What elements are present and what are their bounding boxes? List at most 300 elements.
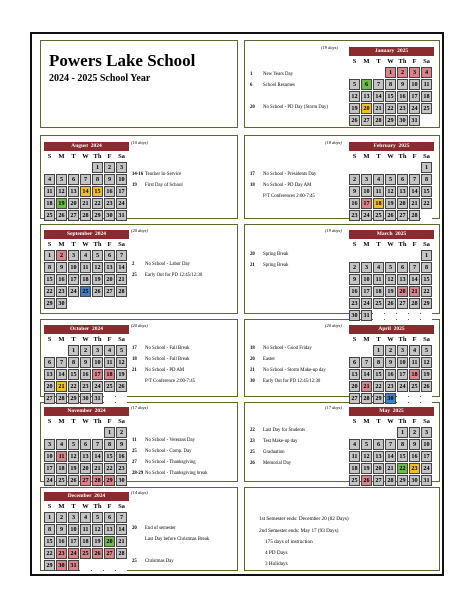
days-count-label: (14 days): [131, 490, 148, 495]
month-grid-sep: [43, 239, 128, 310]
day-cell: 6: [68, 174, 79, 185]
weekday-header: M: [56, 417, 67, 426]
empty-day-cell: [80, 427, 91, 438]
event-text: No School - Storm Make-up day: [263, 368, 326, 373]
empty-day-cell: [56, 162, 67, 173]
empty-day-cell: [397, 250, 408, 261]
empty-day-cell: [104, 393, 115, 404]
day-cell: 6: [44, 357, 55, 368]
day-cell: 11: [409, 357, 420, 368]
day-cell: 6: [361, 79, 372, 90]
event-text: Last Day before Christmas Break: [145, 537, 210, 542]
day-cell: 3: [409, 67, 420, 78]
day-cell: 25: [80, 548, 91, 559]
day-cell: 24: [92, 381, 103, 392]
event-date: 19: [132, 183, 137, 188]
event-text: Early Out for PD 12:45/12:30: [263, 379, 321, 384]
event-text: P/T Conference 2:00-7:45: [145, 379, 196, 384]
weekday-header: Sa: [421, 335, 432, 344]
day-cell: 3: [68, 512, 79, 523]
month-name: January: [374, 48, 395, 54]
day-cell: 3: [361, 174, 372, 185]
month-year: 2025: [393, 326, 405, 332]
day-cell: 24: [361, 298, 372, 309]
empty-day-cell: [80, 298, 91, 309]
empty-day-cell: [385, 427, 396, 438]
holidays: 3 Holidays: [265, 561, 288, 567]
day-cell: 14: [80, 186, 91, 197]
month-name: April: [378, 326, 391, 332]
weekday-header: Th: [398, 418, 407, 425]
month-year: 2025: [397, 48, 409, 54]
day-cell: 27: [373, 475, 384, 486]
month-header-dec: [44, 492, 129, 501]
event-date: 21: [132, 368, 137, 373]
day-cell: 6: [104, 512, 115, 523]
day-cell: 21: [116, 274, 127, 285]
event-text: End of semester: [145, 526, 176, 531]
day-cell: 18: [56, 463, 67, 474]
event-text: No School - PD Day (Storm Day): [263, 105, 329, 110]
empty-day-cell: [44, 162, 55, 173]
day-cell: 16: [80, 369, 91, 380]
day-cell: 18: [373, 198, 384, 209]
month-grid-apr: [348, 334, 433, 405]
day-cell: 5: [56, 174, 67, 185]
month-header-sep: [44, 230, 129, 239]
month-header-apr: [349, 325, 434, 334]
event-date: 23: [250, 439, 255, 444]
weekday-header: S: [349, 152, 360, 161]
weekday-header: T: [373, 152, 384, 161]
day-cell: 31: [409, 115, 420, 126]
day-cell: 22: [44, 548, 55, 559]
day-cell: 19: [361, 463, 372, 474]
day-cell: 2: [104, 162, 115, 173]
event-text: School Resumes: [263, 83, 295, 88]
day-cell: 21: [92, 463, 103, 474]
weekday-header: Sa: [421, 57, 432, 66]
day-cell: 21: [361, 381, 372, 392]
empty-day-cell: [92, 298, 103, 309]
day-cell: 10: [421, 439, 432, 450]
empty-day-cell: [385, 250, 396, 261]
day-cell: 8: [397, 439, 408, 450]
month-grid-nov: [43, 416, 128, 487]
day-cell: 22: [373, 381, 384, 392]
day-cell: 3: [397, 345, 408, 356]
day-cell: 19: [116, 369, 127, 380]
event-item: [132, 273, 202, 278]
day-cell: 12: [361, 451, 372, 462]
day-cell: 4: [56, 439, 67, 450]
day-cell: 5: [385, 174, 396, 185]
empty-day-cell: [421, 393, 432, 404]
day-cell: 19: [385, 198, 396, 209]
month-name: November: [67, 408, 92, 414]
event-date: 11: [132, 438, 137, 443]
event-date: 25: [132, 449, 137, 454]
day-cell: 14: [409, 186, 420, 197]
weekday-header: F: [104, 152, 115, 161]
day-cell: 17: [68, 536, 79, 547]
empty-day-cell: [397, 393, 408, 404]
weekday-header: W: [385, 417, 396, 426]
day-cell: 27: [68, 210, 79, 221]
weekday-header: T: [68, 417, 79, 426]
day-cell: 30: [56, 560, 67, 571]
day-cell: 7: [92, 439, 103, 450]
day-cell: 19: [349, 103, 360, 114]
day-cell: 9: [349, 186, 360, 197]
event-text: P/T Conferences 2:00-7:45: [263, 194, 315, 199]
event-item: [132, 183, 183, 188]
weekday-header: W: [385, 152, 396, 161]
day-cell: 10: [409, 79, 420, 90]
day-cell: 21: [373, 103, 384, 114]
day-cell: 10: [68, 262, 79, 273]
day-cell: 1: [385, 67, 396, 78]
empty-day-cell: [373, 250, 384, 261]
month-grid-jan: [348, 56, 433, 127]
day-cell: 21: [116, 536, 127, 547]
day-cell: 14: [92, 451, 103, 462]
day-cell: 5: [92, 250, 103, 261]
month-year: 2025: [395, 231, 407, 237]
day-cell: 19: [56, 198, 67, 209]
month-name: September: [66, 231, 93, 237]
weekday-header: Th: [93, 241, 102, 248]
day-cell: 23: [80, 381, 91, 392]
title-panel: [40, 40, 238, 128]
event-date: 25: [132, 273, 137, 278]
day-cell: 5: [68, 439, 79, 450]
day-cell: 4: [104, 345, 115, 356]
day-cell: 9: [409, 439, 420, 450]
empty-day-cell: [56, 427, 67, 438]
event-text: First Day of School: [145, 183, 183, 188]
day-cell: 9: [116, 439, 127, 450]
day-cell: 20: [104, 274, 115, 285]
weekday-header: W: [385, 57, 396, 66]
event-item: [250, 252, 288, 257]
day-cell: 18: [80, 274, 91, 285]
day-cell: 6: [397, 262, 408, 273]
day-cell: 15: [397, 451, 408, 462]
day-cell: 16: [397, 91, 408, 102]
month-year: 2024: [94, 408, 106, 414]
day-cell: 13: [44, 369, 55, 380]
weekday-header: F: [104, 240, 115, 249]
month-grid-aug: [43, 151, 128, 222]
day-cell: 7: [116, 512, 127, 523]
day-cell: 23: [397, 103, 408, 114]
event-item: [132, 172, 181, 177]
weekday-header: W: [80, 502, 91, 511]
empty-day-cell: [361, 345, 372, 356]
day-cell: 19: [92, 536, 103, 547]
event-text: Graduation: [263, 450, 285, 455]
weekday-header: F: [409, 57, 420, 66]
weekday-header: M: [361, 417, 372, 426]
day-cell: 31: [116, 210, 127, 221]
weekday-header: T: [68, 335, 79, 344]
weekday-header: Sa: [116, 240, 127, 249]
empty-day-cell: [373, 162, 384, 173]
day-cell: 9: [56, 262, 67, 273]
month-header-feb: [349, 142, 434, 151]
empty-day-cell: [349, 67, 360, 78]
event-date: 17: [250, 172, 255, 177]
day-cell: 21: [409, 286, 420, 297]
day-cell: 28: [385, 475, 396, 486]
day-cell: 2: [116, 427, 127, 438]
weekday-header: S: [349, 57, 360, 66]
day-cell: 10: [116, 174, 127, 185]
event-item: [250, 461, 291, 466]
weekday-header: S: [349, 335, 360, 344]
day-cell: 25: [421, 103, 432, 114]
event-text: No School - Good Friday: [263, 346, 312, 351]
empty-day-cell: [397, 310, 408, 321]
month-header-jan: [349, 47, 434, 56]
day-cell: 5: [361, 439, 372, 450]
weekday-header: Th: [93, 153, 102, 160]
day-cell: 3: [92, 345, 103, 356]
empty-day-cell: [361, 67, 372, 78]
weekday-header: F: [104, 502, 115, 511]
day-cell: 27: [397, 298, 408, 309]
event-item: [132, 346, 190, 351]
event-date: 22: [250, 428, 255, 433]
day-cell: 2: [397, 67, 408, 78]
empty-day-cell: [56, 345, 67, 356]
day-cell: 10: [361, 186, 372, 197]
semester-2-summary: 2nd Semester ends: May 17 (93 Days): [259, 528, 339, 534]
day-cell: 25: [104, 381, 115, 392]
empty-day-cell: [349, 250, 360, 261]
day-cell: 10: [44, 451, 55, 462]
day-cell: 9: [385, 357, 396, 368]
day-cell: 8: [421, 174, 432, 185]
day-cell: 3: [68, 250, 79, 261]
empty-day-cell: [385, 310, 396, 321]
day-cell: 13: [361, 91, 372, 102]
weekday-header: M: [56, 335, 67, 344]
day-cell: 19: [385, 286, 396, 297]
day-cell: 24: [44, 475, 55, 486]
day-cell: 29: [385, 115, 396, 126]
day-cell: 24: [397, 381, 408, 392]
month-name: October: [70, 326, 90, 332]
day-cell: 13: [397, 186, 408, 197]
event-item: [132, 526, 176, 531]
day-cell: 28: [409, 298, 420, 309]
weekday-header: Th: [398, 241, 407, 248]
school-name: Powers Lake School: [49, 51, 196, 70]
day-cell: 22: [397, 463, 408, 474]
day-cell: 14: [56, 369, 67, 380]
day-cell: 9: [349, 274, 360, 285]
day-cell: 28: [56, 393, 67, 404]
day-cell: 3: [361, 262, 372, 273]
instruction-days: 175 days of instruction: [265, 539, 313, 545]
weekday-header: F: [409, 240, 420, 249]
event-date: 21: [250, 263, 255, 268]
day-cell: 30: [80, 393, 91, 404]
day-cell: 4: [373, 174, 384, 185]
weekday-header: Th: [398, 153, 407, 160]
weekday-header: F: [409, 152, 420, 161]
event-text: Easter: [263, 357, 275, 362]
event-date: 6: [250, 83, 253, 88]
day-cell: 18: [409, 369, 420, 380]
event-text: Spring Break: [263, 252, 289, 257]
day-cell: 1: [421, 162, 432, 173]
day-cell: 26: [361, 475, 372, 486]
month-year: 2024: [92, 326, 103, 332]
day-cell: 28: [373, 115, 384, 126]
empty-day-cell: [104, 560, 115, 571]
day-cell: 11: [44, 186, 55, 197]
day-cell: 1: [92, 162, 103, 173]
days-count-label: (19 days): [321, 45, 338, 50]
day-cell: 22: [421, 198, 432, 209]
month-year: 2024: [95, 231, 107, 237]
day-cell: 16: [409, 451, 420, 462]
day-cell: 11: [421, 79, 432, 90]
day-cell: 31: [92, 393, 103, 404]
day-cell: 1: [373, 345, 384, 356]
event-date: 18: [132, 357, 137, 362]
event-date: 1: [250, 72, 253, 77]
day-cell: 28: [80, 210, 91, 221]
day-cell: 15: [421, 274, 432, 285]
day-cell: 28: [116, 548, 127, 559]
empty-day-cell: [44, 345, 55, 356]
event-date: 14-16: [132, 172, 144, 177]
day-cell: 20: [80, 463, 91, 474]
event-item: [250, 194, 315, 199]
event-text: No School - PD Day AM: [263, 183, 312, 188]
day-cell: 25: [373, 210, 384, 221]
days-count-label: (17 days): [325, 405, 342, 410]
month-name: February: [373, 143, 396, 149]
day-cell: 23: [56, 286, 67, 297]
event-text: No School - PD AM: [145, 368, 185, 373]
day-cell: 27: [349, 393, 360, 404]
day-cell: 16: [349, 286, 360, 297]
weekday-header: M: [361, 335, 372, 344]
day-cell: 4: [80, 250, 91, 261]
day-cell: 30: [116, 475, 127, 486]
weekday-header: Sa: [116, 502, 127, 511]
weekday-header: Th: [398, 336, 407, 343]
day-cell: 23: [409, 463, 420, 474]
weekday-header: T: [68, 240, 79, 249]
weekday-header: W: [80, 240, 91, 249]
day-cell: 4: [44, 174, 55, 185]
empty-day-cell: [409, 393, 420, 404]
day-cell: 27: [44, 393, 55, 404]
day-cell: 12: [92, 262, 103, 273]
day-cell: 11: [373, 274, 384, 285]
day-cell: 24: [421, 463, 432, 474]
day-cell: 6: [80, 439, 91, 450]
day-cell: 22: [385, 103, 396, 114]
day-cell: 1: [421, 250, 432, 261]
event-text: Early Out for PD 12:45/12:30: [145, 273, 203, 278]
weekday-header: F: [104, 417, 115, 426]
day-cell: 27: [80, 475, 91, 486]
month-header-mar: [349, 230, 434, 239]
event-item: [250, 83, 295, 88]
event-item: [132, 262, 190, 267]
day-cell: 15: [373, 369, 384, 380]
day-cell: 28: [361, 393, 372, 404]
empty-day-cell: [373, 67, 384, 78]
day-cell: 9: [397, 79, 408, 90]
day-cell: 23: [385, 381, 396, 392]
day-cell: 8: [44, 524, 55, 535]
day-cell: 28: [116, 286, 127, 297]
weekday-header: S: [44, 240, 55, 249]
day-cell: 30: [397, 115, 408, 126]
day-cell: 16: [385, 369, 396, 380]
empty-day-cell: [421, 210, 432, 221]
event-item: [132, 449, 192, 454]
day-cell: 16: [349, 198, 360, 209]
weekday-header: F: [409, 417, 420, 426]
day-cell: 24: [409, 103, 420, 114]
weekday-header: M: [56, 240, 67, 249]
days-count-label: (20 days): [131, 228, 148, 233]
day-cell: 14: [116, 262, 127, 273]
day-cell: 17: [68, 274, 79, 285]
day-cell: 27: [104, 286, 115, 297]
event-date: 21: [250, 368, 255, 373]
day-cell: 13: [104, 524, 115, 535]
day-cell: 6: [104, 250, 115, 261]
event-date: 28-29: [132, 471, 144, 476]
empty-day-cell: [68, 427, 79, 438]
day-cell: 15: [92, 186, 103, 197]
summary-panel: [244, 487, 440, 571]
day-cell: 26: [92, 548, 103, 559]
days-count-label: (10 days): [131, 140, 148, 145]
empty-day-cell: [373, 310, 384, 321]
weekday-header: Sa: [116, 417, 127, 426]
day-cell: 18: [80, 536, 91, 547]
day-cell: 23: [116, 463, 127, 474]
day-cell: 10: [68, 524, 79, 535]
day-cell: 9: [80, 357, 91, 368]
event-item: [250, 172, 316, 177]
day-cell: 24: [361, 210, 372, 221]
day-cell: 20: [68, 198, 79, 209]
day-cell: 5: [421, 345, 432, 356]
empty-day-cell: [68, 162, 79, 173]
weekday-header: Th: [398, 58, 407, 65]
day-cell: 31: [361, 310, 372, 321]
empty-day-cell: [116, 560, 127, 571]
empty-day-cell: [361, 162, 372, 173]
month-grid-mar: [348, 239, 433, 322]
day-cell: 29: [421, 298, 432, 309]
day-cell: 12: [92, 524, 103, 535]
weekday-header: S: [349, 240, 360, 249]
day-cell: 30: [385, 393, 396, 404]
